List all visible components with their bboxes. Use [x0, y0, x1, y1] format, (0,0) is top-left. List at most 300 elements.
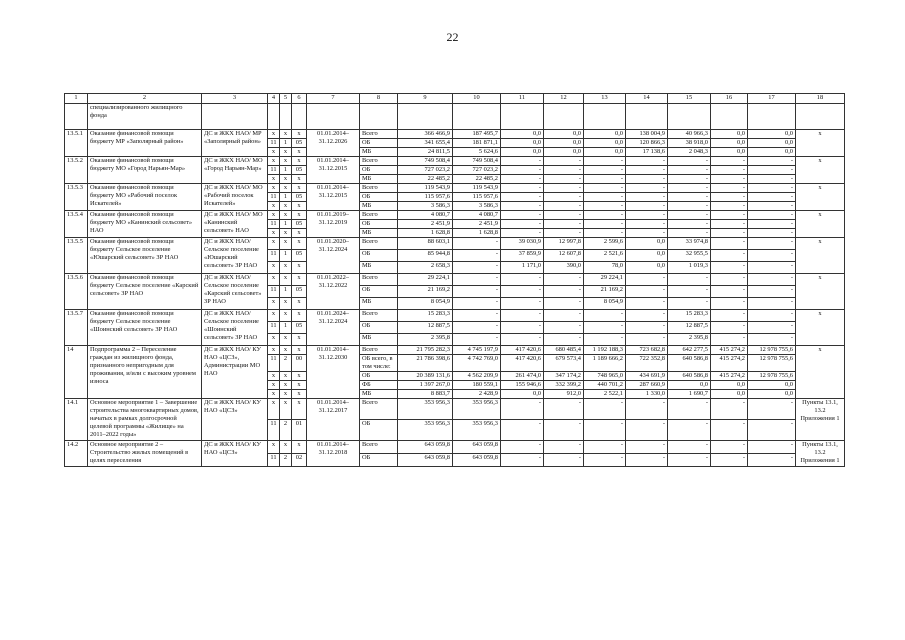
activity-name: Оказание финансовой помощи бюджету МО «Город Нарьян-Мар»	[88, 157, 202, 184]
executor: ДС и ЖКХ НАО/ Сельское поселение «Карский сельсовет» ЗР НАО	[202, 274, 268, 310]
amount-cell: -	[711, 454, 748, 467]
amount-cell: -	[584, 220, 626, 229]
amount-cell: -	[544, 399, 584, 420]
amount-cell: -	[748, 286, 796, 298]
amount-cell: -	[711, 250, 748, 262]
column-header: 18	[796, 94, 845, 104]
code-cell: 11	[268, 166, 280, 175]
amount-cell: 287 660,9	[626, 381, 668, 390]
code-cell: x	[268, 298, 280, 310]
funding-source: МБ	[360, 390, 398, 399]
amount-cell: -	[668, 229, 711, 238]
amount-cell: -	[668, 298, 711, 310]
amount-cell: 39 030,9	[501, 238, 544, 250]
code-cell: x	[268, 441, 280, 454]
amount-cell: 20 389 131,6	[398, 372, 453, 381]
code-cell: x	[268, 211, 280, 220]
amount-cell: 0,0	[711, 130, 748, 139]
amount-cell: -	[584, 420, 626, 441]
amount-cell: -	[584, 441, 626, 454]
note-cell: x	[796, 310, 845, 346]
period: 01.01.2020– 31.12.2024	[307, 238, 360, 274]
cell-empty	[280, 104, 292, 130]
amount-cell: 21 795 282,3	[398, 346, 453, 355]
code-cell: 1	[280, 250, 292, 262]
code-cell: 11	[268, 420, 280, 441]
code-cell: x	[292, 202, 307, 211]
table-row	[65, 184, 845, 193]
amount-cell: -	[748, 454, 796, 467]
amount-cell: 1 690,7	[668, 390, 711, 399]
amount-cell: 4 080,7	[398, 211, 453, 220]
cell-empty	[748, 104, 796, 130]
funding-source: Всего	[360, 184, 398, 193]
code-cell: 05	[292, 250, 307, 262]
amount-cell: 12 887,5	[668, 322, 711, 334]
amount-cell: -	[748, 238, 796, 250]
cell-empty	[453, 104, 501, 130]
amount-cell: -	[748, 310, 796, 322]
code-cell: x	[292, 157, 307, 166]
amount-cell: 640 586,8	[668, 355, 711, 372]
column-header: 2	[88, 94, 202, 104]
amount-cell: -	[626, 184, 668, 193]
amount-cell: -	[711, 298, 748, 310]
amount-cell: -	[711, 238, 748, 250]
funding-source: ФБ	[360, 381, 398, 390]
amount-cell: -	[748, 229, 796, 238]
code-cell: 1	[280, 322, 292, 334]
code-cell: x	[292, 346, 307, 355]
amount-cell: 2 658,3	[398, 262, 453, 274]
amount-cell: 0,0	[748, 139, 796, 148]
executor: ДС и ЖКХ НАО/ Сельское поселение «Юшарский сельсовет» ЗР НАО	[202, 238, 268, 274]
column-header: 15	[668, 94, 711, 104]
code-cell: x	[280, 229, 292, 238]
funding-source: ОБ	[360, 420, 398, 441]
row-number: 14.2	[65, 441, 88, 467]
code-cell: x	[268, 390, 280, 399]
code-cell: x	[268, 346, 280, 355]
amount-cell: -	[748, 441, 796, 454]
amount-cell: -	[668, 274, 711, 286]
code-cell: x	[268, 274, 280, 286]
code-cell: 2	[280, 454, 292, 467]
amount-cell: -	[668, 157, 711, 166]
funding-source: Всего	[360, 238, 398, 250]
amount-cell: 22 485,2	[453, 175, 501, 184]
amount-cell: 341 655,4	[398, 139, 453, 148]
amount-cell: -	[501, 310, 544, 322]
amount-cell: -	[626, 310, 668, 322]
amount-cell: -	[544, 310, 584, 322]
code-cell: x	[292, 390, 307, 399]
period: 01.01.2019– 31.12.2019	[307, 211, 360, 238]
cell-empty	[292, 104, 307, 130]
amount-cell: -	[501, 298, 544, 310]
amount-cell: 2 522,1	[584, 390, 626, 399]
continuation-text: специализированного жилищного фонда	[88, 104, 202, 130]
amount-cell: 4 080,7	[453, 211, 501, 220]
code-cell: x	[280, 148, 292, 157]
code-cell: x	[268, 184, 280, 193]
amount-cell: 12 978 755,6	[748, 372, 796, 381]
amount-cell: 643 059,8	[453, 441, 501, 454]
amount-cell: -	[711, 229, 748, 238]
amount-cell: 12 978 755,6	[748, 355, 796, 372]
column-header: 17	[748, 94, 796, 104]
code-cell: x	[292, 229, 307, 238]
amount-cell: 3 586,3	[453, 202, 501, 211]
amount-cell: 4 745 197,9	[453, 346, 501, 355]
amount-cell: -	[711, 441, 748, 454]
funding-source: ОБ всего, в том числе:	[360, 355, 398, 372]
code-cell: x	[280, 175, 292, 184]
amount-cell: -	[544, 184, 584, 193]
amount-cell: -	[711, 211, 748, 220]
row-number: 13.5.7	[65, 310, 88, 346]
cell-empty	[584, 104, 626, 130]
amount-cell: 727 023,2	[398, 166, 453, 175]
column-header: 5	[280, 94, 292, 104]
code-cell: x	[292, 298, 307, 310]
amount-cell: -	[748, 322, 796, 334]
executor: ДС и ЖКХ НАО/ МО «Город Нарьян-Мар»	[202, 157, 268, 184]
amount-cell: -	[748, 274, 796, 286]
column-header: 16	[711, 94, 748, 104]
amount-cell: 415 274,2	[711, 346, 748, 355]
period: 01.01.2014– 31.12.2030	[307, 346, 360, 399]
table-row	[65, 157, 845, 166]
amount-cell: -	[501, 175, 544, 184]
amount-cell: -	[453, 334, 501, 346]
code-cell: 05	[292, 139, 307, 148]
funding-source: Всего	[360, 274, 398, 286]
amount-cell: 353 956,3	[453, 399, 501, 420]
code-cell: 1	[280, 166, 292, 175]
code-cell: 11	[268, 220, 280, 229]
amount-cell: -	[584, 166, 626, 175]
note-cell: x	[796, 157, 845, 184]
amount-cell: 37 859,9	[501, 250, 544, 262]
amount-cell: 680 485,4	[544, 346, 584, 355]
amount-cell: -	[544, 322, 584, 334]
amount-cell: 138 004,9	[626, 130, 668, 139]
row-number: 14.1	[65, 399, 88, 441]
row-number: 13.5.4	[65, 211, 88, 238]
code-cell: x	[292, 399, 307, 420]
cell-empty	[398, 104, 453, 130]
amount-cell: -	[501, 211, 544, 220]
funding-source: МБ	[360, 298, 398, 310]
code-cell: x	[268, 157, 280, 166]
amount-cell: 120 866,3	[626, 139, 668, 148]
amount-cell: -	[668, 202, 711, 211]
period: 01.01.2014– 31.12.2018	[307, 441, 360, 467]
amount-cell: 0,0	[748, 390, 796, 399]
code-cell: 05	[292, 166, 307, 175]
amount-cell: 0,0	[626, 250, 668, 262]
funding-source: Всего	[360, 157, 398, 166]
amount-cell: -	[453, 298, 501, 310]
amount-cell: -	[668, 399, 711, 420]
amount-cell: 2 428,9	[453, 390, 501, 399]
code-cell: x	[292, 381, 307, 390]
code-cell: 1	[280, 139, 292, 148]
amount-cell: -	[748, 175, 796, 184]
amount-cell: -	[711, 286, 748, 298]
amount-cell: 40 966,3	[668, 130, 711, 139]
code-cell: x	[268, 381, 280, 390]
amount-cell: 0,0	[711, 139, 748, 148]
amount-cell: -	[584, 454, 626, 467]
amount-cell: 22 485,2	[398, 175, 453, 184]
amount-cell: 640 586,8	[668, 372, 711, 381]
column-header: 8	[360, 94, 398, 104]
amount-cell: -	[544, 286, 584, 298]
amount-cell: -	[544, 274, 584, 286]
activity-name: Оказание финансовой помощи бюджету МО «Канинский сельсовет» НАО	[88, 211, 202, 238]
amount-cell: -	[584, 310, 626, 322]
activity-name: Оказание финансовой помощи бюджету Сельское поселение «Шоинский сельсовет» ЗР НАО	[88, 310, 202, 346]
amount-cell: 24 811,5	[398, 148, 453, 157]
code-cell: x	[292, 274, 307, 286]
funding-source: Всего	[360, 130, 398, 139]
code-cell: 01	[292, 420, 307, 441]
column-header: 6	[292, 94, 307, 104]
amount-cell: 29 224,1	[584, 274, 626, 286]
amount-cell: 347 174,2	[544, 372, 584, 381]
code-cell: 11	[268, 139, 280, 148]
amount-cell: 722 352,8	[626, 355, 668, 372]
amount-cell: 181 871,1	[453, 139, 501, 148]
amount-cell: 1 628,8	[398, 229, 453, 238]
period: 01.01.2022– 31.12.2022	[307, 274, 360, 310]
amount-cell: -	[711, 175, 748, 184]
amount-cell: 1 019,3	[668, 262, 711, 274]
row-number: 13.5.1	[65, 130, 88, 157]
row-number: 13.5.6	[65, 274, 88, 310]
header-row	[65, 94, 845, 104]
amount-cell: 749 508,4	[453, 157, 501, 166]
cell-empty	[307, 104, 360, 130]
amount-cell: 366 466,9	[398, 130, 453, 139]
amount-cell: -	[584, 193, 626, 202]
amount-cell: 727 023,2	[453, 166, 501, 175]
amount-cell: -	[711, 262, 748, 274]
amount-cell: 390,0	[544, 262, 584, 274]
amount-cell: 3 586,3	[398, 202, 453, 211]
activity-name: Оказание финансовой помощи бюджету Сельское поселение «Юшарский сельсовет» ЗР НАО	[88, 238, 202, 274]
amount-cell: 21 169,2	[584, 286, 626, 298]
amount-cell: -	[626, 322, 668, 334]
amount-cell: -	[584, 399, 626, 420]
amount-cell: -	[668, 454, 711, 467]
amount-cell: -	[748, 211, 796, 220]
code-cell: x	[292, 372, 307, 381]
executor: ДС и ЖКХ НАО/ КУ НАО «ЦСЗ»	[202, 399, 268, 441]
code-cell: x	[280, 130, 292, 139]
code-cell: 05	[292, 193, 307, 202]
table-row	[65, 130, 845, 139]
amount-cell: -	[501, 399, 544, 420]
funding-source: Всего	[360, 441, 398, 454]
amount-cell: -	[626, 454, 668, 467]
column-header: 7	[307, 94, 360, 104]
amount-cell: -	[584, 202, 626, 211]
amount-cell: 12 887,5	[398, 322, 453, 334]
amount-cell: 119 543,9	[453, 184, 501, 193]
table-row	[65, 399, 845, 420]
amount-cell: 8 054,9	[398, 298, 453, 310]
amount-cell: -	[501, 220, 544, 229]
amount-cell: -	[544, 211, 584, 220]
amount-cell: -	[626, 298, 668, 310]
amount-cell: -	[748, 193, 796, 202]
amount-cell: -	[668, 286, 711, 298]
amount-cell: 0,0	[501, 139, 544, 148]
amount-cell: -	[626, 441, 668, 454]
funding-source: ОБ	[360, 250, 398, 262]
column-header: 14	[626, 94, 668, 104]
amount-cell: 0,0	[501, 390, 544, 399]
amount-cell: -	[544, 202, 584, 211]
amount-cell: 417 420,6	[501, 355, 544, 372]
amount-cell: -	[544, 298, 584, 310]
amount-cell: -	[544, 454, 584, 467]
amount-cell: -	[501, 420, 544, 441]
executor: ДС и ЖКХ НАО/ МО «Канинский сельсовет» НАО	[202, 211, 268, 238]
amount-cell: 643 059,8	[398, 454, 453, 467]
amount-cell: 0,0	[501, 148, 544, 157]
amount-cell: -	[501, 184, 544, 193]
amount-cell: -	[748, 166, 796, 175]
funding-source: Всего	[360, 310, 398, 322]
funding-source: ОБ	[360, 139, 398, 148]
note-cell: x	[796, 346, 845, 399]
code-cell: x	[292, 238, 307, 250]
code-cell: x	[280, 372, 292, 381]
code-cell: x	[280, 238, 292, 250]
amount-cell: 1 628,8	[453, 229, 501, 238]
cell-empty	[796, 104, 845, 130]
amount-cell: -	[453, 322, 501, 334]
amount-cell: -	[584, 175, 626, 184]
amount-cell: 88 603,1	[398, 238, 453, 250]
cell-empty	[544, 104, 584, 130]
amount-cell: -	[626, 175, 668, 184]
amount-cell: -	[544, 157, 584, 166]
amount-cell: -	[711, 420, 748, 441]
amount-cell: 643 059,8	[453, 454, 501, 467]
amount-cell: -	[544, 229, 584, 238]
column-header: 9	[398, 94, 453, 104]
amount-cell: -	[544, 420, 584, 441]
amount-cell: -	[501, 166, 544, 175]
amount-cell: -	[501, 193, 544, 202]
note-cell: x	[796, 211, 845, 238]
amount-cell: -	[748, 262, 796, 274]
period: 01.01.2024– 31.12.2024	[307, 310, 360, 346]
amount-cell: -	[584, 157, 626, 166]
cell-empty	[202, 104, 268, 130]
amount-cell: -	[626, 420, 668, 441]
period: 01.01.2014– 31.12.2015	[307, 184, 360, 211]
code-cell: x	[292, 262, 307, 274]
amount-cell: 1 189 666,2	[584, 355, 626, 372]
amount-cell: -	[711, 157, 748, 166]
amount-cell: -	[501, 334, 544, 346]
activity-name: Основное мероприятие 1 – Завершение строительства многоквартирных домов, начатых в рамках долгосрочной целевой программы «Жилище» на 2011–2022 годы»	[88, 399, 202, 441]
cell-empty	[360, 104, 398, 130]
amount-cell: -	[711, 334, 748, 346]
activity-name: Основное мероприятие 2 – Строительство жилых помещений в целях переселения	[88, 441, 202, 467]
code-cell: 1	[280, 193, 292, 202]
amount-cell: -	[626, 334, 668, 346]
amount-cell: -	[501, 202, 544, 211]
funding-source: МБ	[360, 148, 398, 157]
amount-cell: -	[626, 274, 668, 286]
amount-cell: 187 495,7	[453, 130, 501, 139]
code-cell: x	[280, 211, 292, 220]
activity-name: Оказание финансовой помощи бюджету МР «Заполярный район»	[88, 130, 202, 157]
amount-cell: 33 974,8	[668, 238, 711, 250]
amount-cell: 8 883,7	[398, 390, 453, 399]
column-header: 12	[544, 94, 584, 104]
amount-cell: -	[626, 166, 668, 175]
amount-cell: -	[544, 193, 584, 202]
funding-source: ОБ	[360, 193, 398, 202]
column-header: 3	[202, 94, 268, 104]
cell-empty	[268, 104, 280, 130]
code-cell: x	[280, 298, 292, 310]
amount-cell: -	[501, 157, 544, 166]
code-cell: 05	[292, 286, 307, 298]
code-cell: 2	[280, 355, 292, 372]
amount-cell: 0,0	[668, 381, 711, 390]
amount-cell: -	[501, 286, 544, 298]
funding-source: ОБ	[360, 166, 398, 175]
amount-cell: -	[748, 202, 796, 211]
amount-cell: 4 562 209,9	[453, 372, 501, 381]
amount-cell: 0,0	[501, 130, 544, 139]
continuation-row	[65, 104, 845, 130]
amount-cell: -	[584, 184, 626, 193]
amount-cell: -	[544, 220, 584, 229]
amount-cell: 0,0	[584, 139, 626, 148]
amount-cell: -	[711, 399, 748, 420]
code-cell: x	[280, 441, 292, 454]
amount-cell: -	[668, 441, 711, 454]
period: 01.01.2014– 31.12.2017	[307, 399, 360, 441]
code-cell: 2	[280, 420, 292, 441]
code-cell: x	[292, 310, 307, 322]
amount-cell: -	[711, 193, 748, 202]
amount-cell: -	[748, 420, 796, 441]
row-number: 14	[65, 346, 88, 399]
amount-cell: 0,0	[584, 130, 626, 139]
amount-cell: 0,0	[748, 148, 796, 157]
funding-source: ОБ	[360, 454, 398, 467]
code-cell: 02	[292, 454, 307, 467]
code-cell: x	[268, 310, 280, 322]
amount-cell: 417 420,6	[501, 346, 544, 355]
amount-cell: -	[748, 298, 796, 310]
funding-source: Всего	[360, 346, 398, 355]
amount-cell: 353 956,3	[453, 420, 501, 441]
amount-cell: -	[711, 310, 748, 322]
amount-cell: -	[711, 202, 748, 211]
